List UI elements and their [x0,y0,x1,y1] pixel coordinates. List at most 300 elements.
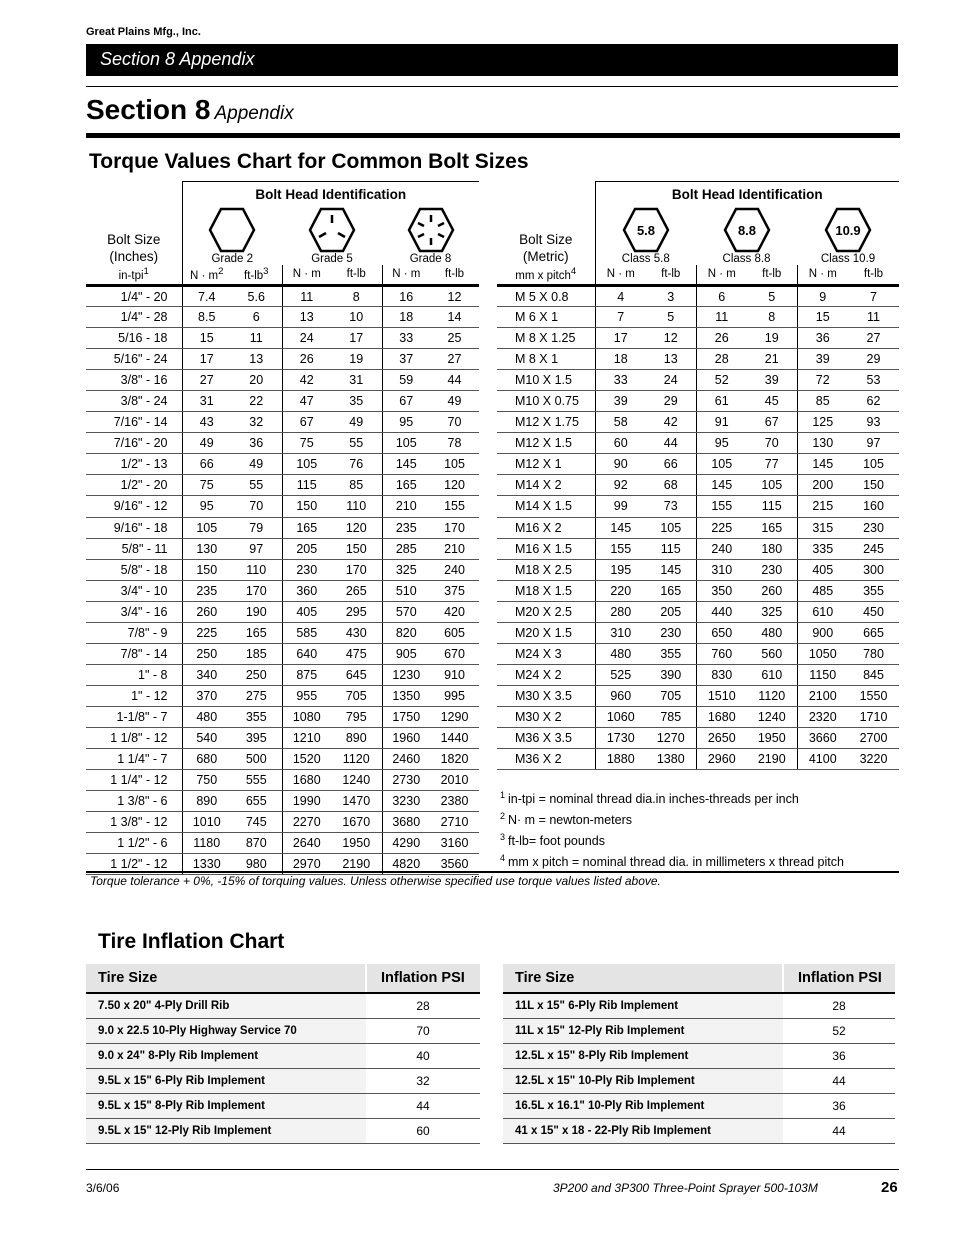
torque-value-cell: 61 [696,391,747,412]
footnote: $^3$ ft-lb= foot pounds [500,831,605,848]
torque-value-cell: 355 [646,643,696,664]
torque-value-cell: 2710 [430,812,479,833]
bolt-size-cell: M10 X 0.75 [497,391,595,412]
tire-size-cell: 9.5L x 15" 8-Ply Rib Implement [86,1093,366,1118]
torque-value-cell: 7 [848,286,899,307]
tire-size-cell: 9.0 x 22.5 10-Ply Highway Service 70 [86,1018,366,1043]
torque-value-cell: 310 [595,622,646,643]
torque-value-cell: 230 [848,517,899,538]
bolt-size-cell: M12 X 1.75 [497,412,595,433]
torque-value-cell: 105 [696,454,747,475]
bolt-size-cell: M16 X 1.5 [497,538,595,559]
torque-value-cell: 66 [182,454,231,475]
inflation-psi-cell: 44 [783,1068,895,1093]
torque-value-cell: 105 [282,454,331,475]
torque-value-cell: 1730 [595,727,646,748]
torque-value-cell: 1150 [797,664,848,685]
bolt-size-cell: 1/4" - 20 [86,286,182,307]
torque-value-cell: 27 [430,349,479,370]
inflation-psi-cell: 28 [783,993,895,1018]
torque-value-cell: 665 [848,622,899,643]
torque-value-cell: 85 [331,475,382,496]
bolt-size-cell: 1" - 8 [86,664,182,685]
torque-value-cell: 5 [646,307,696,328]
torque-value-cell: 120 [430,475,479,496]
torque-value-cell: 72 [797,370,848,391]
torque-value-cell: 4820 [382,854,430,875]
table-row [86,307,479,328]
torque-value-cell: 210 [382,496,430,517]
table-row [497,538,899,559]
torque-value-cell: 1060 [595,706,646,727]
torque-value-cell: 3560 [430,854,479,875]
bolt-size-heading: Bolt Size (Inches) [107,231,161,264]
torque-value-cell: 37 [382,349,430,370]
tire-size-cell: 41 x 15" x 18 - 22-Ply Rib Implement [503,1118,783,1143]
torque-value-cell: 8 [331,286,382,307]
torque-value-cell: 105 [747,475,797,496]
torque-value-cell: 230 [747,559,797,580]
table-row [503,1093,895,1118]
bolt-size-cell: M12 X 1 [497,454,595,475]
class-8-8-cell [696,207,797,265]
torque-value-cell: 230 [282,559,331,580]
inflation-psi-cell: 36 [783,1043,895,1068]
torque-value-cell: 150 [282,496,331,517]
bolt-size-cell: M 5 X 0.8 [497,286,595,307]
footnotes [500,789,844,873]
tire-table-right [503,964,895,1144]
bolt-size-cell: M30 X 3.5 [497,685,595,706]
torque-value-cell: 900 [797,622,848,643]
bolt-size-cell: M20 X 2.5 [497,601,595,622]
tire-chart-title: Tire Inflation Chart [98,930,285,953]
bolt-size-cell: M30 X 2 [497,706,595,727]
bolt-size-cell: 9/16" - 12 [86,496,182,517]
torque-value-cell: 1950 [747,727,797,748]
torque-value-cell: 605 [430,622,479,643]
bolt-size-cell: M16 X 2 [497,517,595,538]
torque-value-cell: 6 [231,307,282,328]
torque-value-cell: 235 [382,517,430,538]
torque-value-cell: 2650 [696,727,747,748]
torque-value-cell: 43 [182,412,231,433]
torque-value-cell: 5.6 [231,286,282,307]
torque-value-cell: 1520 [282,749,331,770]
torque-value-cell: 180 [747,538,797,559]
torque-value-cell: 24 [646,370,696,391]
bolt-size-cell: 5/16 - 18 [86,328,182,349]
bolt-size-cell: M12 X 1.5 [497,433,595,454]
torque-value-cell: 97 [848,433,899,454]
torque-value-cell: 830 [696,664,747,685]
table-row [86,328,479,349]
torque-value-cell: 21 [747,349,797,370]
torque-value-cell: 205 [282,538,331,559]
torque-value-cell: 75 [182,475,231,496]
table-row [86,601,479,622]
bolt-size-cell: 1 1/2" - 12 [86,854,182,875]
table-row [86,391,479,412]
bolt-size-cell: 7/8" - 9 [86,622,182,643]
svg-text:8.8: 8.8 [737,222,756,238]
torque-value-cell: 49 [182,433,231,454]
torque-value-cell: 1710 [848,706,899,727]
torque-value-cell: 355 [848,580,899,601]
torque-value-cell: 42 [646,412,696,433]
torque-value-cell: 10 [331,307,382,328]
footnote: $^1$ in-tpi = nominal thread dia.in inches-threads per inch [500,789,799,806]
torque-value-cell: 500 [231,749,282,770]
footnote: $^4$ mm x pitch = nominal thread dia. in millimeters x thread pitch [500,852,844,869]
torque-value-cell: 70 [430,412,479,433]
inflation-psi-cell: 32 [366,1068,480,1093]
torque-value-cell: 150 [848,475,899,496]
bolt-size-cell: 1 3/8" - 12 [86,812,182,833]
torque-value-cell: 59 [382,370,430,391]
torque-value-cell: 67 [282,412,331,433]
table-row [86,1118,480,1143]
torque-value-cell: 26 [696,328,747,349]
torque-value-cell: 1880 [595,749,646,770]
torque-value-cell: 26 [282,349,331,370]
bolt-size-cell: 1 1/8" - 12 [86,727,182,748]
torque-value-cell: 60 [595,433,646,454]
inflation-psi-cell: 44 [366,1093,480,1118]
torque-value-cell: 395 [231,727,282,748]
torque-value-cell: 335 [797,538,848,559]
tire-size-cell: 9.0 x 24" 8-Ply Rib Implement [86,1043,366,1068]
torque-value-cell: 12 [646,328,696,349]
torque-value-cell: 325 [382,559,430,580]
table-row [497,706,899,727]
torque-value-cell: 97 [231,538,282,559]
col-ftlb: ft-lb [747,265,797,286]
torque-value-cell: 875 [282,664,331,685]
torque-value-cell: 150 [331,538,382,559]
tire-size-cell: 12.5L x 15" 8-Ply Rib Implement [503,1043,783,1068]
torque-value-cell: 68 [646,475,696,496]
col-inflation-psi: Inflation PSI [366,964,480,993]
torque-value-cell: 2190 [331,854,382,875]
torque-value-cell: 870 [231,833,282,854]
torque-value-cell: 44 [430,370,479,391]
col-ftlb: ft-lb [646,265,696,286]
torque-value-cell: 670 [430,643,479,664]
torque-value-cell: 93 [848,412,899,433]
torque-value-cell: 1470 [331,791,382,812]
bolt-size-cell: 3/4" - 16 [86,601,182,622]
torque-value-cell: 130 [797,433,848,454]
torque-value-cell: 340 [182,664,231,685]
torque-value-cell: 745 [231,812,282,833]
table-row [497,412,899,433]
torque-value-cell: 6 [696,286,747,307]
torque-value-cell: 220 [595,580,646,601]
torque-value-cell: 480 [182,706,231,727]
torque-value-cell: 95 [182,496,231,517]
torque-value-cell: 92 [595,475,646,496]
table-row [86,538,479,559]
torque-value-cell: 105 [848,454,899,475]
inflation-psi-cell: 44 [783,1118,895,1143]
torque-value-cell: 62 [848,391,899,412]
torque-value-cell: 235 [182,580,231,601]
table-row [497,559,899,580]
torque-value-cell: 1350 [382,685,430,706]
footnote: $^2$ N· m = newton-meters [500,810,633,827]
torque-value-cell: 105 [382,433,430,454]
torque-value-cell: 280 [595,601,646,622]
torque-value-cell: 2190 [747,749,797,770]
torque-value-cell: 95 [382,412,430,433]
torque-value-cell: 18 [382,307,430,328]
torque-value-cell: 7 [595,307,646,328]
torque-value-cell: 145 [696,475,747,496]
torque-value-cell: 145 [797,454,848,475]
torque-value-cell: 165 [646,580,696,601]
torque-value-cell: 13 [646,349,696,370]
torque-value-cell: 79 [231,517,282,538]
grade-8-cell [382,207,479,265]
torque-value-cell: 31 [331,370,382,391]
bolt-size-cell: 9/16" - 18 [86,517,182,538]
torque-value-cell: 525 [595,664,646,685]
bolt-size-cell: 5/8" - 11 [86,538,182,559]
class-label: Class 8.8 [722,252,771,265]
bolt-size-cell: M20 X 1.5 [497,622,595,643]
torque-value-cell: 19 [331,349,382,370]
torque-value-cell: 16 [382,286,430,307]
bolt-size-cell: 7/8" - 14 [86,643,182,664]
torque-value-cell: 245 [848,538,899,559]
torque-value-cell: 1010 [182,812,231,833]
bolt-size-cell: M18 X 1.5 [497,580,595,601]
torque-value-cell: 25 [430,328,479,349]
col-nm: N · m [595,265,646,286]
torque-value-cell: 3160 [430,833,479,854]
torque-value-cell: 170 [331,559,382,580]
inflation-psi-cell: 40 [366,1043,480,1068]
torque-value-cell: 145 [382,454,430,475]
torque-value-cell: 240 [696,538,747,559]
bolt-size-cell: 3/4" - 10 [86,580,182,601]
torque-value-cell: 640 [282,643,331,664]
torque-value-cell: 560 [747,643,797,664]
class-8-8-hex-icon [723,207,771,253]
torque-value-cell: 655 [231,791,282,812]
section-title-main: Section 8 [86,94,211,125]
torque-value-cell: 1440 [430,727,479,748]
table-row [497,601,899,622]
torque-value-cell: 105 [430,454,479,475]
table-row [497,496,899,517]
torque-value-cell: 260 [747,580,797,601]
torque-value-cell: 910 [430,664,479,685]
torque-value-cell: 1240 [747,706,797,727]
col-ftlb: $ft-lb^3$ [231,265,282,286]
torque-value-cell: 115 [747,496,797,517]
table-row [86,580,479,601]
torque-value-cell: 2640 [282,833,331,854]
torque-value-cell: 27 [848,328,899,349]
bolt-size-cell: 1-1/8" - 7 [86,706,182,727]
torque-value-cell: 215 [797,496,848,517]
torque-value-cell: 3660 [797,727,848,748]
class-label: Class 10.9 [820,252,876,265]
torque-value-cell: 450 [848,601,899,622]
bolt-size-cell: M18 X 2.5 [497,559,595,580]
torque-value-cell: 52 [696,370,747,391]
torque-value-cell: 250 [231,664,282,685]
torque-value-cell: 17 [182,349,231,370]
torque-value-cell: 250 [182,643,231,664]
torque-value-cell: 35 [331,391,382,412]
torque-value-cell: 265 [331,580,382,601]
torque-value-cell: 890 [182,791,231,812]
torque-value-cell: 13 [231,349,282,370]
torque-value-cell: 11 [231,328,282,349]
torque-value-cell: 115 [282,475,331,496]
table-row [86,412,479,433]
table-row [503,1118,895,1143]
torque-tolerance-note: Torque tolerance + 0%, -15% of torquing values. Unless otherwise specified use torque values listed above. [90,874,661,888]
torque-value-cell: 11 [696,307,747,328]
section-header-bar: Section 8 Appendix [86,44,898,76]
torque-value-cell: 195 [595,559,646,580]
torque-value-cell: 7.4 [182,286,231,307]
torque-value-cell: 45 [747,391,797,412]
torque-value-cell: 2100 [797,685,848,706]
footer-document-title: 3P200 and 3P300 Three-Point Sprayer 500-103M [553,1181,818,1195]
torque-value-cell: 28 [696,349,747,370]
torque-value-cell: 160 [848,496,899,517]
torque-value-cell: 70 [231,496,282,517]
torque-table-inch [86,181,479,875]
torque-value-cell: 36 [797,328,848,349]
tire-size-cell: 11L x 15" 12-Ply Rib Implement [503,1018,783,1043]
torque-value-cell: 680 [182,749,231,770]
size-unit-heading: mm x pitch$^4$ [497,265,595,286]
table-row [86,770,479,791]
torque-value-cell: 105 [646,517,696,538]
torque-value-cell: 1230 [382,664,430,685]
table-row [497,685,899,706]
table-row [86,286,479,307]
table-row [497,643,899,664]
bolt-size-cell: 1 1/4" - 12 [86,770,182,791]
torque-value-cell: 110 [231,559,282,580]
torque-value-cell: 705 [646,685,696,706]
torque-value-cell: 610 [797,601,848,622]
torque-value-cell: 145 [646,559,696,580]
table-row [497,328,899,349]
size-unit-heading: in-tpi$^1$ [86,265,182,286]
torque-value-cell: 1120 [331,749,382,770]
torque-value-cell: 350 [696,580,747,601]
footer-date: 3/6/06 [86,1181,120,1195]
grade-label: Grade 2 [211,252,254,265]
table-row [503,1043,895,1068]
grade-2-cell [182,207,282,265]
torque-value-cell: 105 [182,517,231,538]
torque-value-cell: 275 [231,685,282,706]
torque-value-cell: 310 [696,559,747,580]
torque-value-cell: 95 [696,433,747,454]
col-nm: N · m [382,265,430,286]
table-row [497,749,899,770]
torque-value-cell: 325 [747,601,797,622]
divider [86,86,898,87]
bolt-size-cell: M36 X 2 [497,749,595,770]
torque-value-cell: 85 [797,391,848,412]
torque-value-cell: 645 [331,664,382,685]
torque-value-cell: 315 [797,517,848,538]
torque-value-cell: 190 [231,601,282,622]
torque-value-cell: 980 [231,854,282,875]
divider [86,871,899,873]
torque-value-cell: 570 [382,601,430,622]
torque-value-cell: 485 [797,580,848,601]
torque-value-cell: 960 [595,685,646,706]
inflation-psi-cell: 36 [783,1093,895,1118]
company-name: Great Plains Mfg., Inc. [86,26,201,38]
table-row [86,454,479,475]
table-row [497,370,899,391]
torque-value-cell: 1990 [282,791,331,812]
torque-value-cell: 430 [331,622,382,643]
torque-value-cell: 405 [797,559,848,580]
torque-table-metric [497,181,899,770]
torque-value-cell: 260 [182,601,231,622]
torque-value-cell: 355 [231,706,282,727]
torque-value-cell: 33 [382,328,430,349]
torque-value-cell: 1550 [848,685,899,706]
table-row [497,433,899,454]
torque-value-cell: 480 [747,622,797,643]
torque-value-cell: 905 [382,643,430,664]
torque-value-cell: 610 [747,664,797,685]
table-row [86,475,479,496]
torque-value-cell: 49 [331,412,382,433]
torque-value-cell: 76 [331,454,382,475]
torque-metric-rows [497,286,899,770]
torque-value-cell: 145 [595,517,646,538]
torque-value-cell: 795 [331,706,382,727]
torque-value-cell: 8.5 [182,307,231,328]
torque-value-cell: 540 [182,727,231,748]
torque-value-cell: 1510 [696,685,747,706]
torque-value-cell: 49 [430,391,479,412]
torque-value-cell: 2970 [282,854,331,875]
torque-value-cell: 1050 [797,643,848,664]
divider [86,1169,899,1170]
bolt-size-cell: 1/4" - 28 [86,307,182,328]
torque-value-cell: 170 [231,580,282,601]
table-row [86,517,479,538]
table-row [497,517,899,538]
torque-value-cell: 17 [331,328,382,349]
table-row [497,475,899,496]
bolt-head-id-heading: Bolt Head Identification [182,182,479,207]
torque-value-cell: 3680 [382,812,430,833]
table-row [86,727,479,748]
torque-value-cell: 170 [430,517,479,538]
bolt-size-cell: 7/16" - 14 [86,412,182,433]
col-nm: N · m [696,265,747,286]
grade-5-hex-icon [308,207,356,253]
torque-value-cell: 55 [231,475,282,496]
